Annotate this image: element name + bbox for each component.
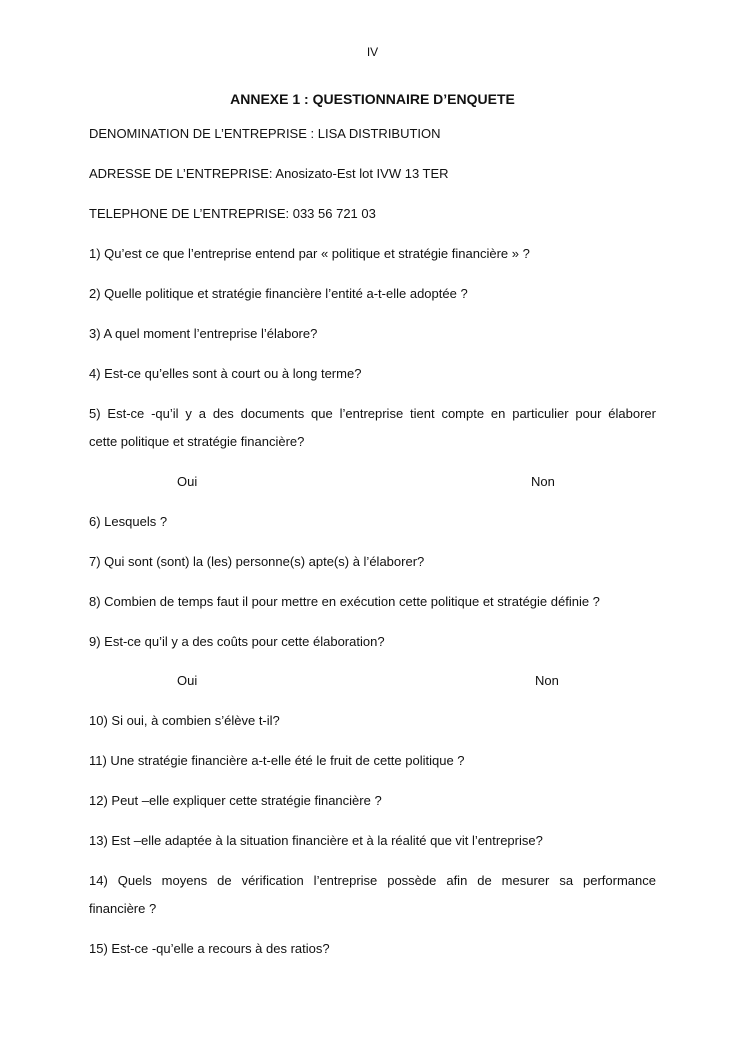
question-9: 9) Est-ce qu’il y a des coûts pour cette élaboration? — [89, 634, 385, 649]
company-address-line: ADRESSE DE L’ENTREPRISE: Anosizato-Est lot IVW 13 TER — [89, 166, 449, 181]
question-3: 3) A quel moment l’entreprise l’élabore? — [89, 326, 318, 341]
question-6: 6) Lesquels ? — [89, 514, 168, 529]
question-1: 1) Qu’est ce que l’entreprise entend par « politique et stratégie financière » ? — [89, 246, 530, 261]
question-5-line-1: 5) Est-ce -qu’il y a des documents que l’entreprise tient compte en particulier pour élaborer — [89, 406, 656, 421]
question-5-option-yes: Oui — [177, 474, 198, 489]
question-8: 8) Combien de temps faut il pour mettre en exécution cette politique et stratégie définie ? — [89, 594, 600, 609]
question-9-option-no: Non — [535, 673, 559, 688]
question-5-line-2: cette politique et stratégie financière? — [89, 434, 305, 449]
question-10: 10) Si oui, à combien s’élève t-il? — [89, 713, 280, 728]
question-5-option-no: Non — [531, 474, 555, 489]
question-2: 2) Quelle politique et stratégie financière l’entité a-t-elle adoptée ? — [89, 286, 468, 301]
question-11: 11) Une stratégie financière a-t-elle été le fruit de cette politique ? — [89, 753, 465, 768]
question-12: 12) Peut –elle expliquer cette stratégie financière ? — [89, 793, 382, 808]
question-9-option-yes: Oui — [177, 673, 198, 688]
question-13: 13) Est –elle adaptée à la situation financière et à la réalité que vit l’entreprise? — [89, 833, 543, 848]
company-phone-line: TELEPHONE DE L’ENTREPRISE: 033 56 721 03 — [89, 206, 376, 221]
question-14-line-1: 14) Quels moyens de vérification l’entreprise possède afin de mesurer sa performance — [89, 873, 656, 888]
page-title: ANNEXE 1 : QUESTIONNAIRE D’ENQUETE — [230, 91, 515, 107]
question-14-line-2: financière ? — [89, 901, 157, 916]
question-4: 4) Est-ce qu’elles sont à court ou à long terme? — [89, 366, 362, 381]
question-7: 7) Qui sont (sont) la (les) personne(s) apte(s) à l’élaborer? — [89, 554, 425, 569]
page-number: IV — [366, 45, 379, 59]
company-name-line: DENOMINATION DE L’ENTREPRISE : LISA DISTRIBUTION — [89, 126, 441, 141]
question-15: 15) Est-ce -qu’elle a recours à des ratios? — [89, 941, 330, 956]
